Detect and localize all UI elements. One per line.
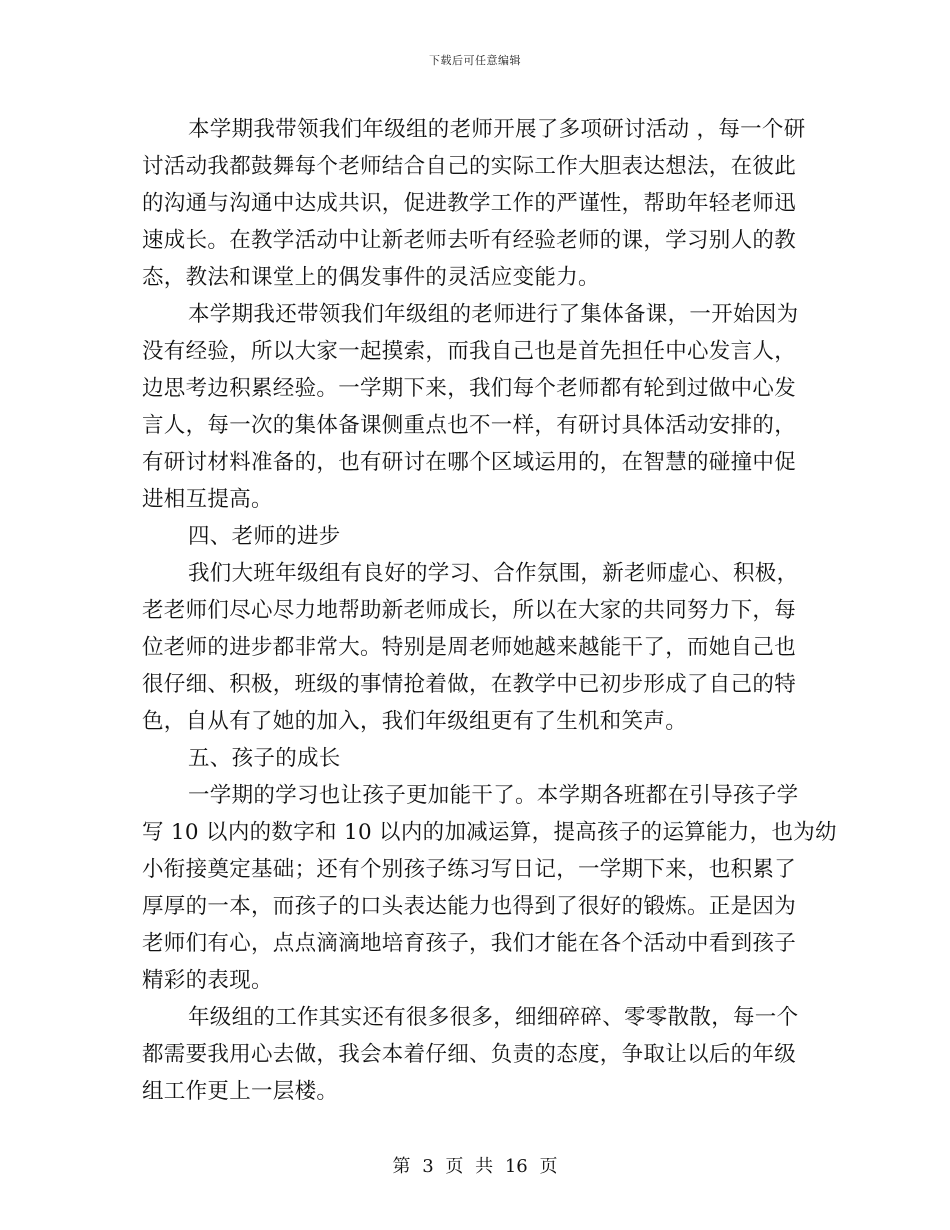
text-line: 老老师们尽心尽力地帮助新老师成长，所以在大家的共同努力下，每: [142, 598, 797, 623]
text-line: 四、老师的进步: [188, 524, 341, 549]
text-line: 很仔细、积极，班级的事情抢着做，在教学中已初步形成了自己的特: [142, 672, 797, 697]
page-footer: 第 3 页 共 16 页: [392, 1156, 558, 1177]
text-line: 没有经验，所以大家一起摸索，而我自己也是首先担任中心发言人，: [142, 339, 797, 364]
text-line: 有研讨材料准备的，也有研讨在哪个区域运用的，在智慧的碰撞中促: [142, 450, 797, 475]
text-line: 写 10 以内的数字和 10 以内的加减运算，提高孩子的运算能力，也为幼: [142, 820, 837, 845]
text-line: 都需要我用心去做，我会本着仔细、负责的态度，争取让以后的年级: [142, 1042, 797, 1067]
text-line: 速成长。在教学活动中让新老师去听有经验老师的课，学习别人的教: [142, 228, 797, 253]
text-line: 边思考边积累经验。一学期下来，我们每个老师都有轮到过做中心发: [142, 376, 797, 401]
text-line: 组工作更上一层楼。: [142, 1079, 339, 1104]
text-line: 厚厚的一本，而孩子的口头表达能力也得到了很好的锻炼。正是因为: [142, 894, 797, 919]
text-line: 的沟通与沟通中达成共识，促进教学工作的严谨性，帮助年轻老师迅: [142, 191, 797, 216]
text-line: 态，教法和课堂上的偶发事件的灵活应变能力。: [142, 265, 600, 290]
page-header: 下载后可任意编辑: [429, 54, 521, 67]
text-line: 小衔接奠定基础；还有个别孩子练习写日记，一学期下来，也积累了: [142, 857, 797, 882]
text-line: 位老师的进步都非常大。特别是周老师她越来越能干了，而她自己也: [142, 635, 797, 660]
text-line: 言人，每一次的集体备课侧重点也不一样，有研讨具体活动安排的，: [142, 413, 797, 438]
text-line: 色，自从有了她的加入，我们年级组更有了生机和笑声。: [142, 709, 688, 734]
text-line: 一学期的学习也让孩子更加能干了。本学期各班都在引导孩子学: [188, 783, 799, 808]
text-line: 年级组的工作其实还有很多很多，细细碎碎、零零散散，每一个: [188, 1005, 799, 1030]
text-line: 本学期我带领我们年级组的老师开展了多项研讨活动 ，每一个研: [188, 117, 806, 142]
text-line: 五、孩子的成长: [188, 746, 341, 771]
text-line: 本学期我还带领我们年级组的老师进行了集体备课，一开始因为: [188, 302, 799, 327]
text-line: 讨活动我都鼓舞每个老师结合自己的实际工作大胆表达想法，在彼此: [142, 154, 797, 179]
text-line: 精彩的表现。: [142, 968, 273, 993]
body-text: [142, 111, 837, 1110]
text-line: 进相互提高。: [142, 487, 273, 512]
text-line: 我们大班年级组有良好的学习、合作氛围，新老师虚心、积极，: [188, 561, 799, 586]
text-line: 老师们有心，点点滴滴地培育孩子，我们才能在各个活动中看到孩子: [142, 931, 797, 956]
